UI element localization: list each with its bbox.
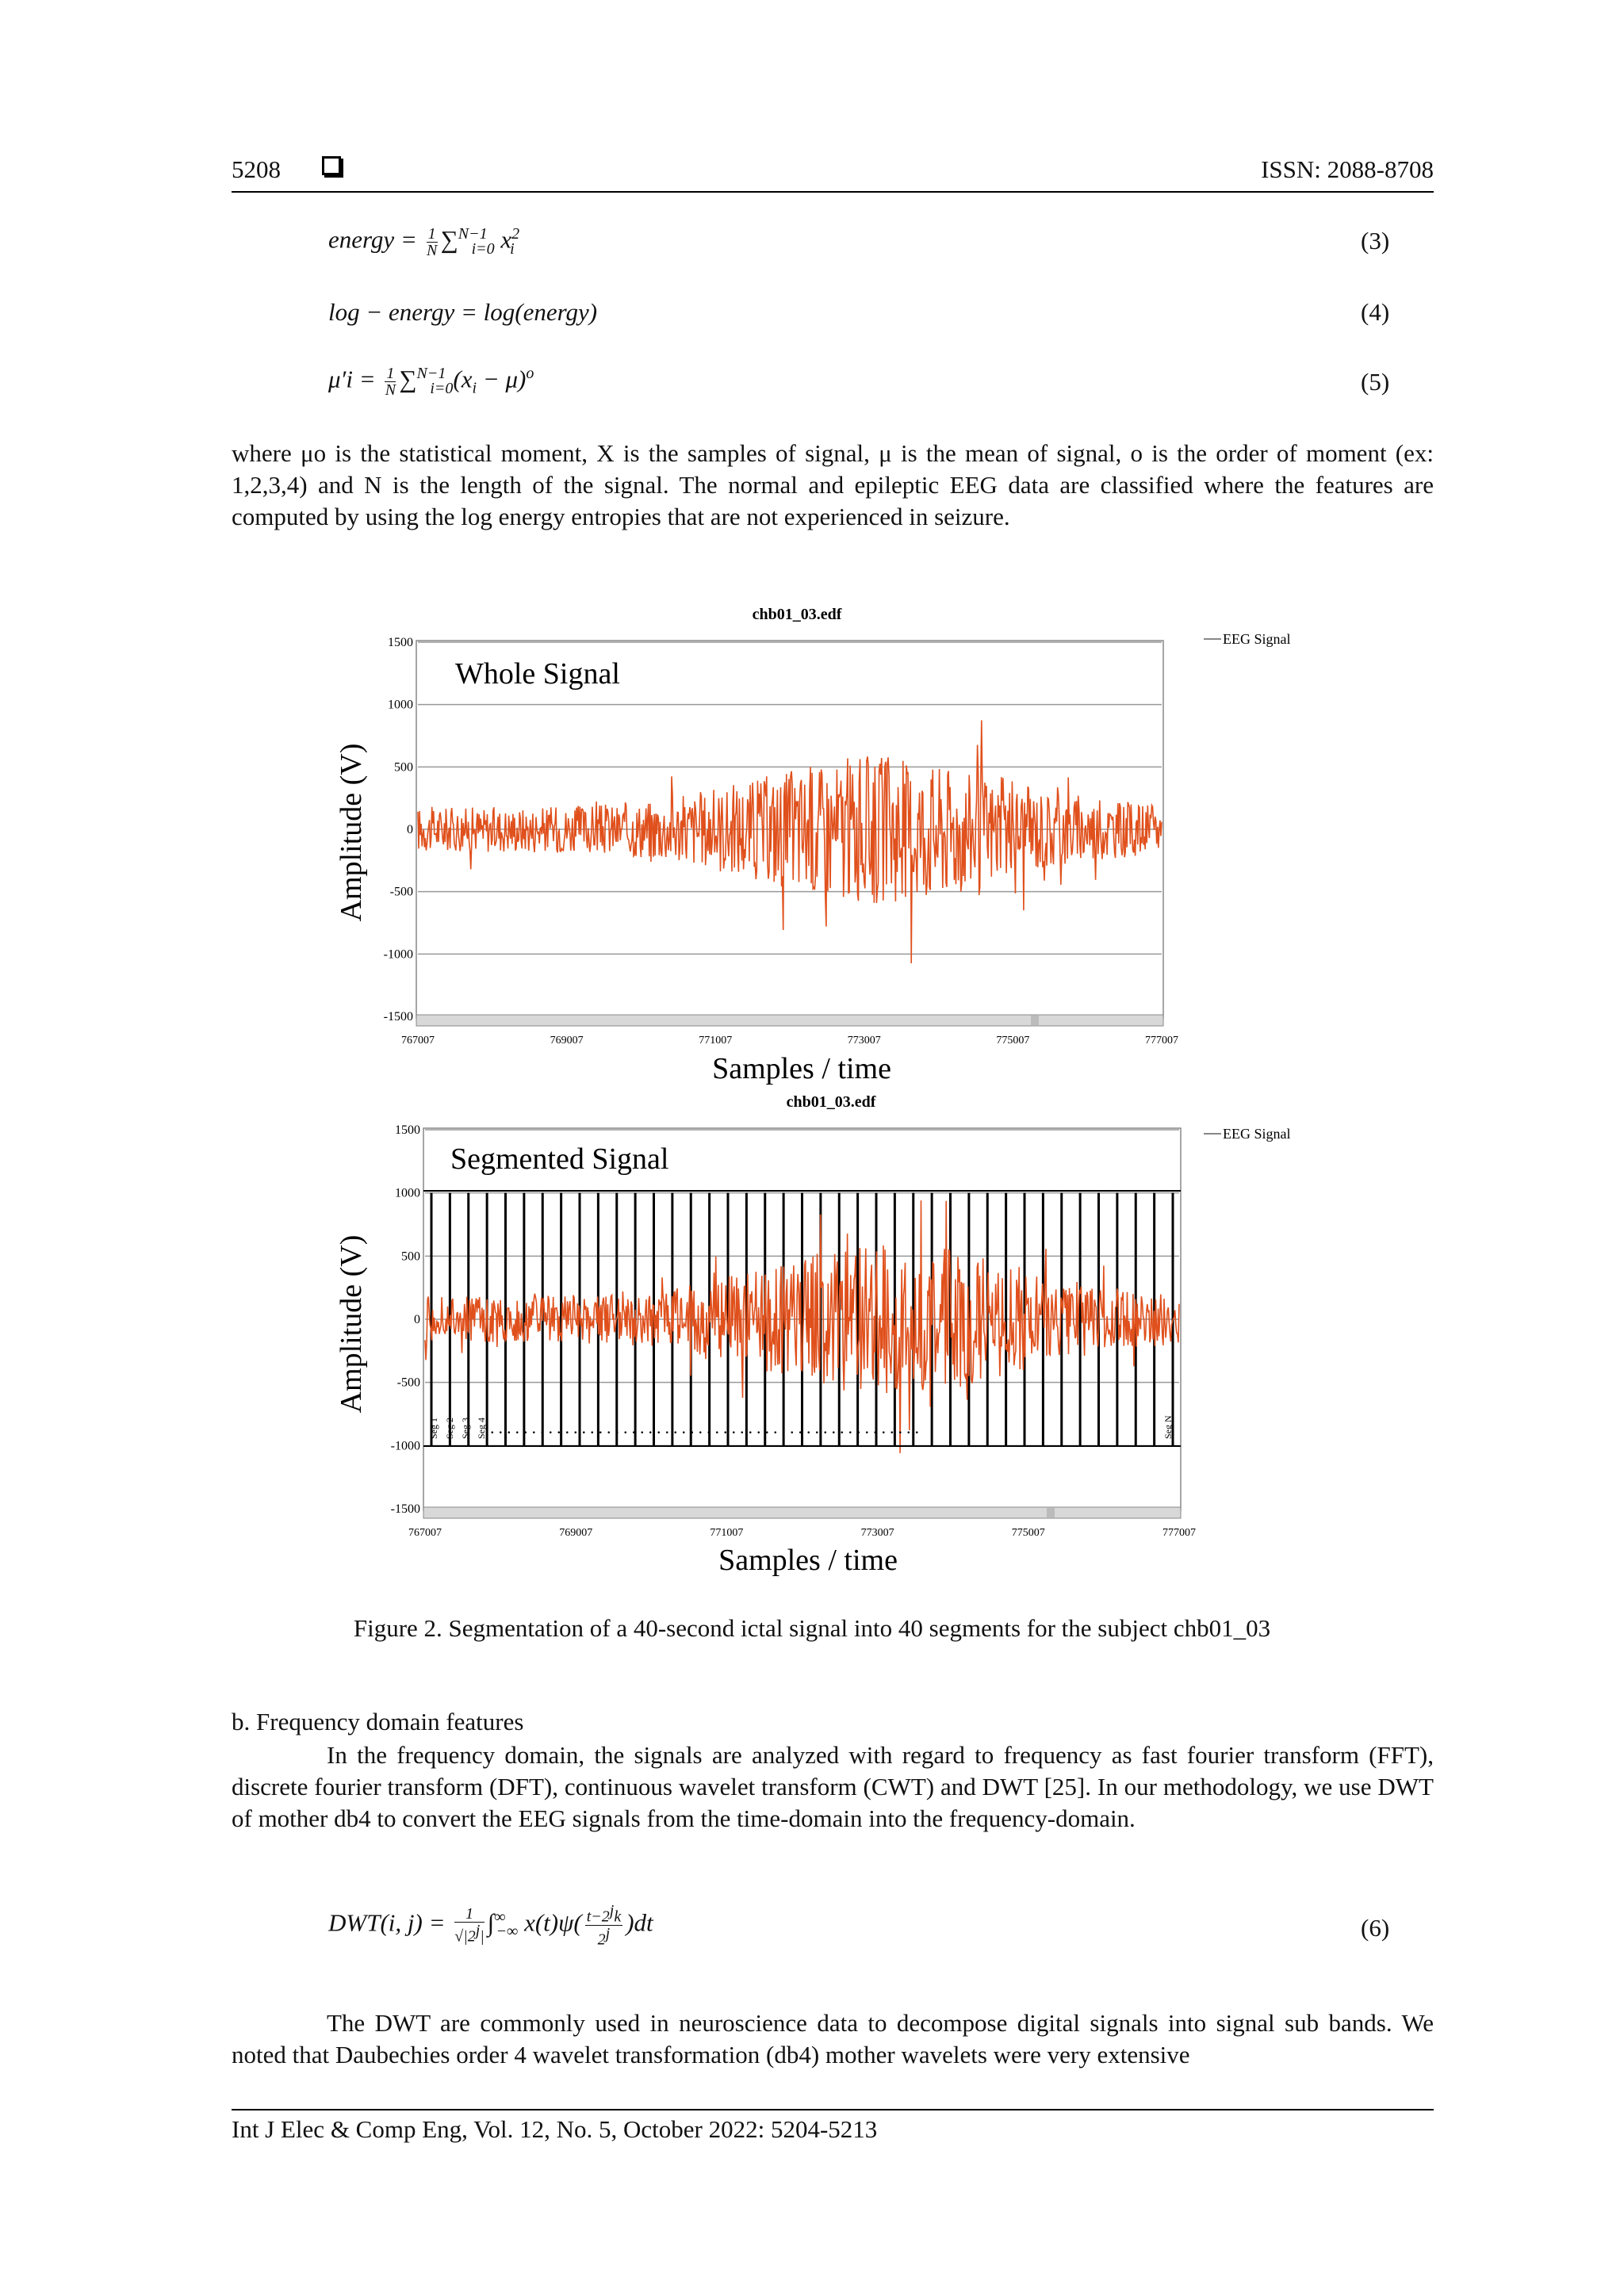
- equation-4-number: (4): [1361, 298, 1390, 326]
- paragraph-frequency: In the frequency domain, the signals are analyzed with regard to frequency as fast fourier transform (FFT), discrete fourier transform (DFT), continuous wavelet transform (CWT) and DWT [25]. In our methodology, we use DWT of mother db4 to convert the EEG signals from the time-domain into the frequency-domain.: [232, 1741, 1434, 1832]
- scrollbar-track[interactable]: [416, 1015, 1163, 1026]
- x-tick-label: 773007: [860, 1527, 894, 1539]
- y-axis-label: Amplitude (V): [335, 1234, 368, 1414]
- seg-label-n: Seg N: [1162, 1415, 1174, 1439]
- x-ticks: [401, 1035, 1178, 1047]
- y-tick-label: -500: [396, 1376, 420, 1390]
- equation-6-number: (6): [1361, 1914, 1390, 1942]
- x-tick-label: 771007: [699, 1035, 733, 1047]
- chart-whole-signal: [335, 606, 1291, 1085]
- y-tick-label: 500: [401, 1249, 420, 1264]
- seg-label-3: Seg 3: [460, 1418, 471, 1439]
- footer-citation: Int J Elec & Comp Eng, Vol. 12, No. 5, October 2022: 5204-5213: [232, 2115, 878, 2143]
- segmented-signal-label: Segmented Signal: [450, 1142, 669, 1176]
- section-heading: b. Frequency domain features: [232, 1708, 524, 1735]
- y-tick-label: 0: [407, 823, 413, 836]
- chart-title: chb01_03.edf: [752, 606, 842, 623]
- y-tick-label: -1500: [390, 1502, 420, 1516]
- y-tick-label: 1500: [395, 1123, 420, 1137]
- page-number: 5208: [232, 155, 281, 183]
- y-tick-label: 500: [394, 760, 413, 775]
- y-tick-label: -1000: [390, 1439, 420, 1453]
- segment-ellipsis: ....................................................: [490, 1418, 923, 1437]
- x-tick-label: 777007: [1162, 1527, 1196, 1539]
- y-ticks: [384, 636, 413, 1024]
- x-tick-label: 767007: [401, 1035, 435, 1047]
- x-axis-label: Samples / time: [718, 1544, 898, 1577]
- y-axis-label: Amplitude (V): [335, 743, 368, 922]
- y-tick-label: -500: [389, 885, 413, 899]
- x-tick-label: 777007: [1145, 1035, 1178, 1047]
- y-tick-label: -1000: [383, 947, 413, 962]
- legend-entry: EEG Signal: [1223, 1126, 1291, 1142]
- equation-3: energy = $\frac{1}{N}$ ∑$^{N-1}_{i=0}$ $x^2_i$: [328, 224, 520, 259]
- chart-title: chb01_03.edf: [786, 1093, 876, 1111]
- equation-3-number: (3): [1361, 227, 1390, 254]
- chart-segmented-signal: [335, 1093, 1291, 1577]
- issn: ISSN: 2088-8708: [1261, 155, 1434, 183]
- seg-label-2: Seg 2: [444, 1418, 455, 1439]
- y-tick-label: -1500: [383, 1010, 413, 1024]
- scrollbar-track[interactable]: [423, 1507, 1181, 1518]
- whole-signal-label: Whole Signal: [455, 657, 620, 691]
- scrollbar-thumb-marker[interactable]: [1031, 1016, 1039, 1025]
- y-ticks: [391, 1123, 420, 1516]
- equation-5-number: (5): [1361, 368, 1390, 396]
- paragraph-variables: where μo is the statistical moment, X is the samples of signal, μ is the mean of signal, o is the order of moment (ex: 1,2,3,4) and N is the length of the signal. The normal and epileptic EEG data are classified where the features are computed by using the log energy entropies that are not experienced in seizure.: [232, 439, 1434, 530]
- x-tick-label: 775007: [996, 1035, 1030, 1047]
- x-tick-label: 767007: [408, 1527, 442, 1539]
- y-tick-label: 1500: [388, 636, 413, 649]
- x-ticks: [408, 1527, 1196, 1539]
- footer-rule: [232, 2109, 1434, 2110]
- x-tick-label: 769007: [550, 1035, 584, 1047]
- paragraph-dwt: The DWT are commonly used in neuroscience data to decompose digital signals into signal sub bands. We noted that Daubechies order 4 wavelet transformation (db4) mother wavelets were very extensive: [232, 2009, 1434, 2068]
- y-tick-label: 1000: [388, 698, 413, 712]
- x-tick-label: 775007: [1011, 1527, 1045, 1539]
- equation-6: DWT(i, j) = $\frac{1}{√|2^j|}$ $\int^\infty_{-\infty}$ x(t)ψ( $\frac{t-2^jk}{2^j}$ )dt: [328, 1902, 653, 1949]
- legend-entry: EEG Signal: [1223, 631, 1291, 647]
- x-tick-label: 771007: [710, 1527, 744, 1539]
- seg-label-1: Seg 1: [428, 1418, 439, 1439]
- equation-5: μ′i = $\frac{1}{N}$ $\sum^{N-1}_{i=0}(x_i - \mu)^o$: [328, 364, 534, 399]
- scrollbar-thumb-marker[interactable]: [1047, 1508, 1055, 1517]
- x-axis-label: Samples / time: [712, 1052, 891, 1085]
- y-tick-label: 1000: [395, 1186, 420, 1200]
- y-tick-label: 0: [414, 1313, 420, 1326]
- x-tick-label: 769007: [559, 1527, 593, 1539]
- x-tick-label: 773007: [847, 1035, 881, 1047]
- figure-caption: Figure 2. Segmentation of a 40-second ictal signal into 40 segments for the subject chb01_03: [353, 1614, 1271, 1642]
- equation-4: log − energy = log(energy): [328, 298, 598, 326]
- seg-label-4: Seg 4: [476, 1418, 487, 1439]
